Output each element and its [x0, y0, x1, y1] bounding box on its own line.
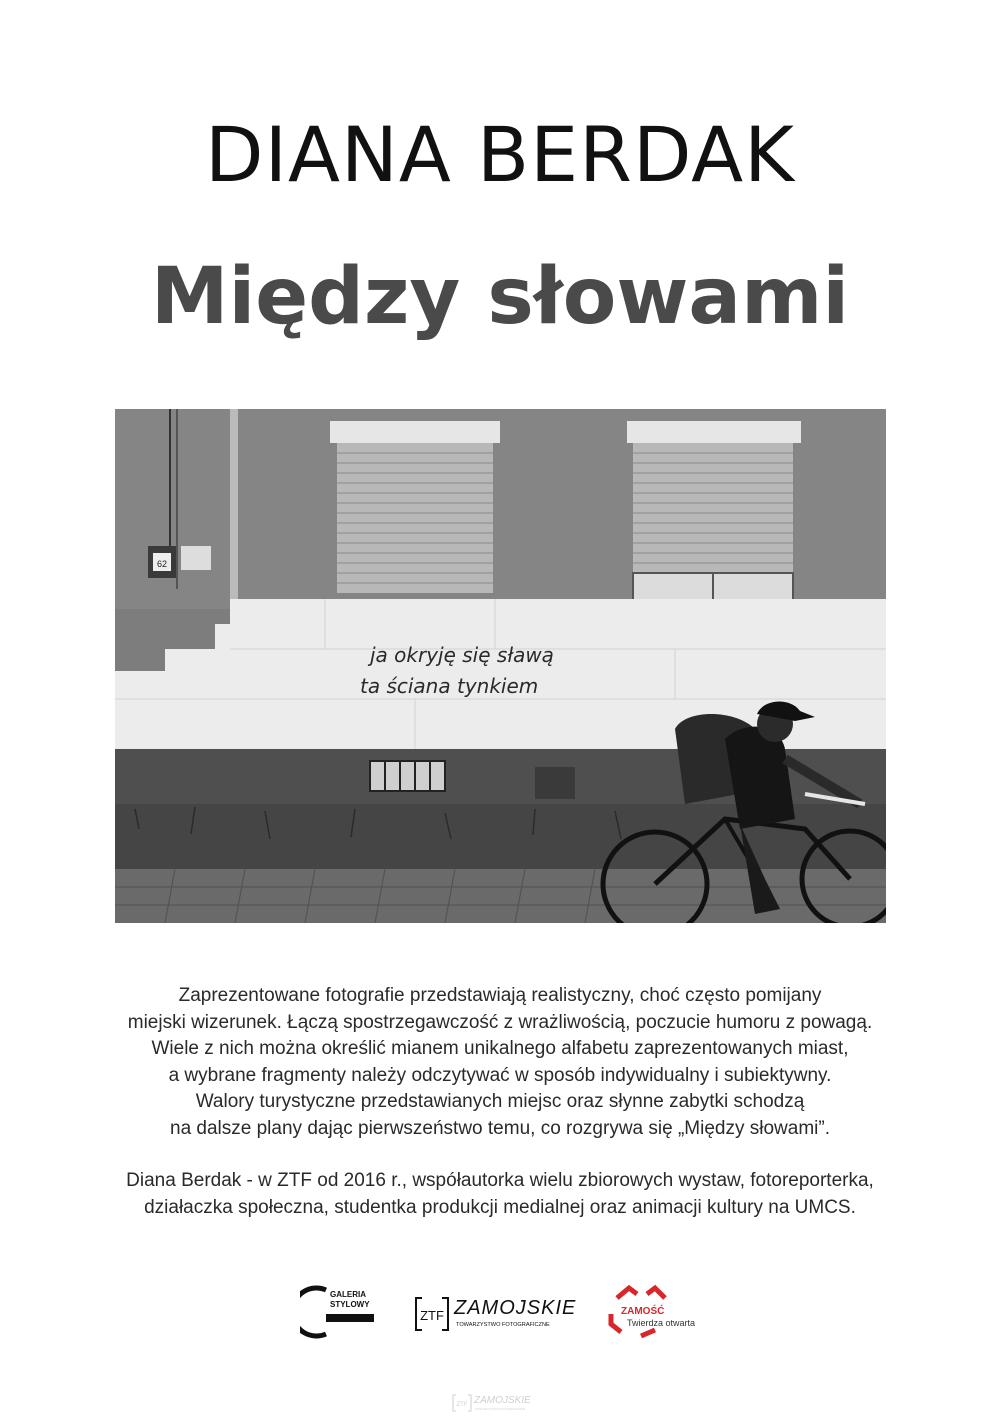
- description-line: Wiele z nich można określić mianem unikalnego alfabetu zaprezentowanych miast,: [151, 1038, 849, 1059]
- footer-abbrev: ZTF: [456, 1402, 468, 1408]
- zamosc-mark: [607, 1284, 707, 1342]
- galeria-stylowy-logo: [300, 1284, 380, 1340]
- zamosc-logo: [607, 1284, 707, 1342]
- description-line: Zaprezentowane fotografie przedstawiają realistyczny, choć często pomijany: [178, 985, 822, 1006]
- photo-illustration: [115, 409, 886, 923]
- graffiti-line-2: ta ściana tynkiem: [360, 674, 539, 698]
- ztf-logo: [414, 1290, 576, 1334]
- bio-line: działaczka społeczna, studentka produkcji medialnej oraz animacji kultury na UMCS.: [144, 1196, 856, 1218]
- exhibition-title: Między słowami: [150, 252, 850, 342]
- description: [60, 983, 940, 1221]
- description-line: miejski wizerunek. Łączą spostrzegawczość z wrażliwością, poczucie humoru z powagą.: [127, 1011, 873, 1033]
- partner-logos: [0, 1280, 1000, 1350]
- footer-subtitle: TOWARZYSTWO FOTOGRAFICZNE: [475, 1407, 526, 1411]
- stylowy-text: STYLOWY: [330, 1300, 370, 1309]
- description-line: Walory turystyczne przedstawianych miejsc oraz słynne zabytki schodzą: [195, 1091, 805, 1112]
- galeria-stylowy-mark: [300, 1284, 380, 1340]
- zamosc-subtitle: Twierdza otwarta: [627, 1318, 696, 1328]
- author-name: DIANA BERDAK: [205, 110, 795, 199]
- bio-line: Diana Berdak - w ZTF od 2016 r., współautorka wielu zbiorowych wystaw, fotoreporterka,: [126, 1170, 874, 1191]
- ztf-subtitle: TOWARZYSTWO FOTOGRAFICZNE: [456, 1322, 550, 1328]
- paragraph-gap: [60, 1142, 940, 1168]
- footer-name: ZAMOJSKIE: [474, 1395, 531, 1406]
- galeria-text: GALERIA: [330, 1290, 366, 1299]
- zamosc-name: ZAMOŚĆ: [621, 1306, 665, 1317]
- description-line: na dalsze plany dając pierwszeństwo temu, co rozgrywa się „Między słowami”.: [170, 1117, 830, 1139]
- graffiti-line-1: ja okryję się sławą: [370, 643, 554, 667]
- footer-watermark-mark: [452, 1392, 552, 1414]
- footer-watermark: [452, 1392, 552, 1414]
- ztf-name: ZAMOJSKIE: [454, 1297, 576, 1319]
- description-line: a wybrane fragmenty należy odczytywać w sposób indywidualny i subiektywny.: [168, 1064, 832, 1086]
- exhibition-photo: [115, 409, 886, 923]
- meter-label: 62: [156, 559, 168, 569]
- ztf-abbrev: ZTF: [420, 1308, 444, 1323]
- ztf-mark: [414, 1290, 576, 1334]
